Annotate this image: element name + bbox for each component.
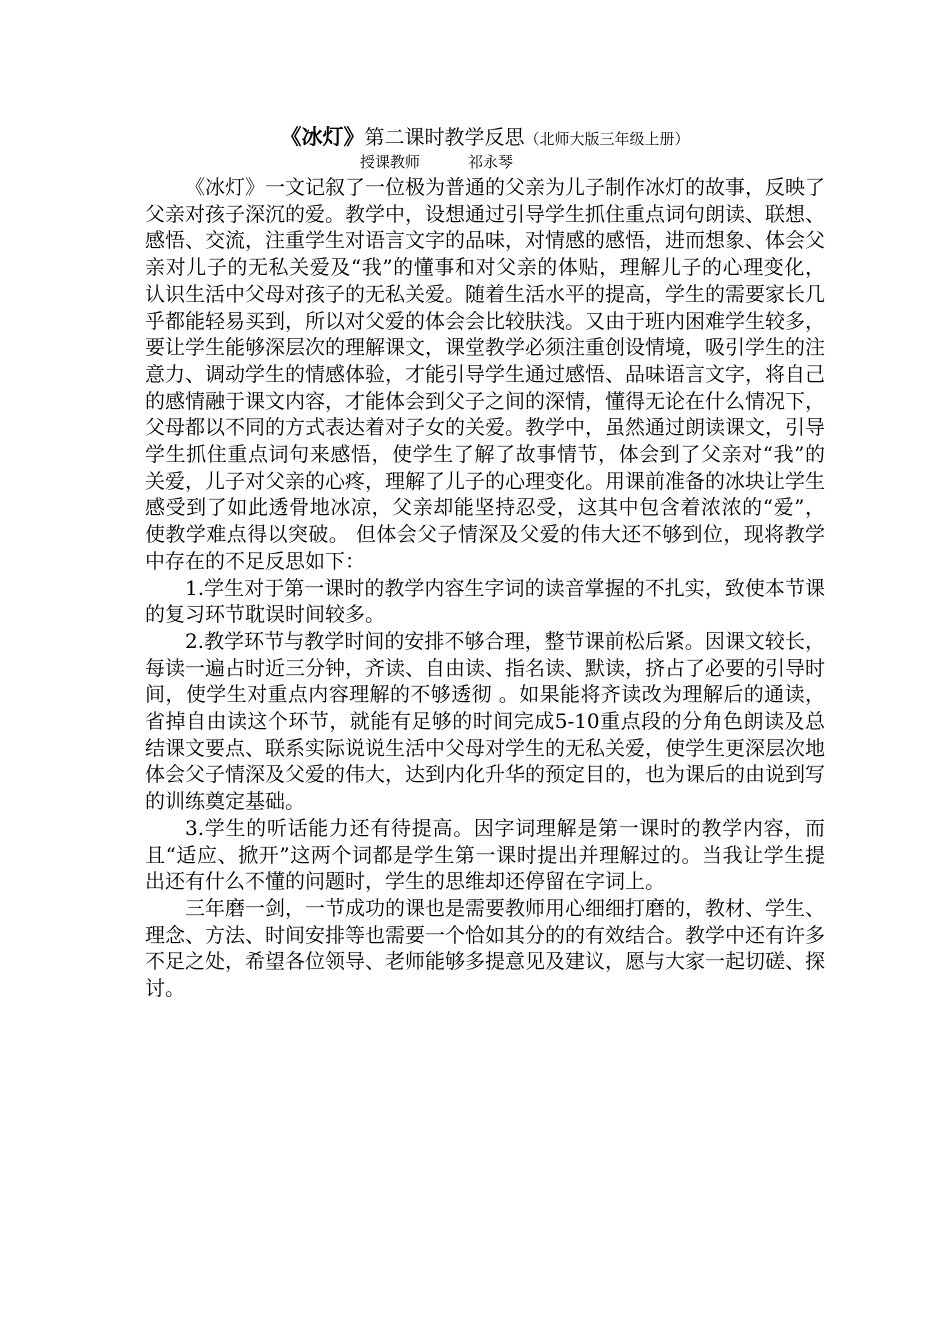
document-page	[145, 122, 825, 1002]
title-subtitle: （北师大版三年级上册）	[524, 130, 690, 148]
paragraph-intro: 《冰灯》一文记叙了一位极为普通的父亲为儿子制作冰灯的故事，反映了父亲对孩子深沉的爱。教学中，设想通过引导学生抓住重点词句朗读、联想、感悟、交流，注重学生对语言文字的品味，对情感的感悟，进而想象、体会父亲对儿子的无私关爱及“我”的懂事和对父亲的体贴，理解儿子的心理变化，认识生活中父母对孩子的无私关爱。随着生活水平的提高，学生的需要家长几乎都能轻易买到，所以对父爱的体会会比较肤浅。又由于班内困难学生较多，要让学生能够深层次的理解课文，课堂教学必须注重创设情境，吸引学生的注意力、调动学生的情感体验，才能引导学生通过感悟、品味语言文字，将自己的感情融于课文内容，才能体会到父子之间的深情，懂得无论在什么情况下，父母都以不同的方式表达着对子女的关爱。教学中，虽然通过朗读课文，引导学生抓住重点词句来感悟，使学生了解了故事情节，体会到了父亲对“我”的关爱，儿子对父亲的心疼，理解了儿子的心理变化。用课前准备的冰块让学生感受到了如此透骨地冰凉，父亲却能坚持忍受，这其中包含着浓浓的“爱”，使教学难点得以突破。 但体会父子情深及父爱的伟大还不够到位，现将教学中存在的不足反思如下：	[145, 175, 825, 573]
paragraph-point-2: 2.教学环节与教学时间的安排不够合理，整节课前松后紧。因课文较长，每读一遍占时近三分钟，齐读、自由读、指名读、默读，挤占了必要的引导时间，使学生对重点内容理解的不够透彻 。如果能将齐读改为理解后的通读，省掉自由读这个环节，就能有足够的时间完成5-10重点段的分角色朗读及总结课文要点、联系实际说说生活中父母对学生的无私关爱，使学生更深层次地体会父子情深及父爱的伟大，达到内化升华的预定目的，也为课后的由说到写的训练奠定基础。	[145, 628, 825, 814]
title-rest: 第二课时教学反思	[364, 125, 525, 149]
author-line	[360, 152, 825, 174]
paragraph-point-1: 1.学生对于第一课时的教学内容生字词的读音掌握的不扎实，致使本节课的复习环节耽误时间较多。	[145, 575, 825, 627]
author-name: 祁永琴	[468, 153, 514, 171]
paragraph-point-3: 3.学生的听话能力还有待提高。因字词理解是第一课时的教学内容，而且“适应、掀开”这两个词都是学生第一课时提出并理解过的。当我让学生提出还有什么不懂的问题时，学生的思维却还停留在字词上。	[145, 815, 825, 894]
document-title	[145, 122, 825, 152]
title-main: 《冰灯》	[280, 124, 365, 149]
author-label: 授课教师	[360, 153, 421, 171]
paragraph-conclusion: 三年磨一剑，一节成功的课也是需要教师用心细细打磨的，教材、学生、理念、方法、时间安排等也需要一个恰如其分的的有效结合。教学中还有许多不足之处，希望各位领导、老师能够多提意见及建议，愿与大家一起切磋、探讨。	[145, 895, 825, 1001]
